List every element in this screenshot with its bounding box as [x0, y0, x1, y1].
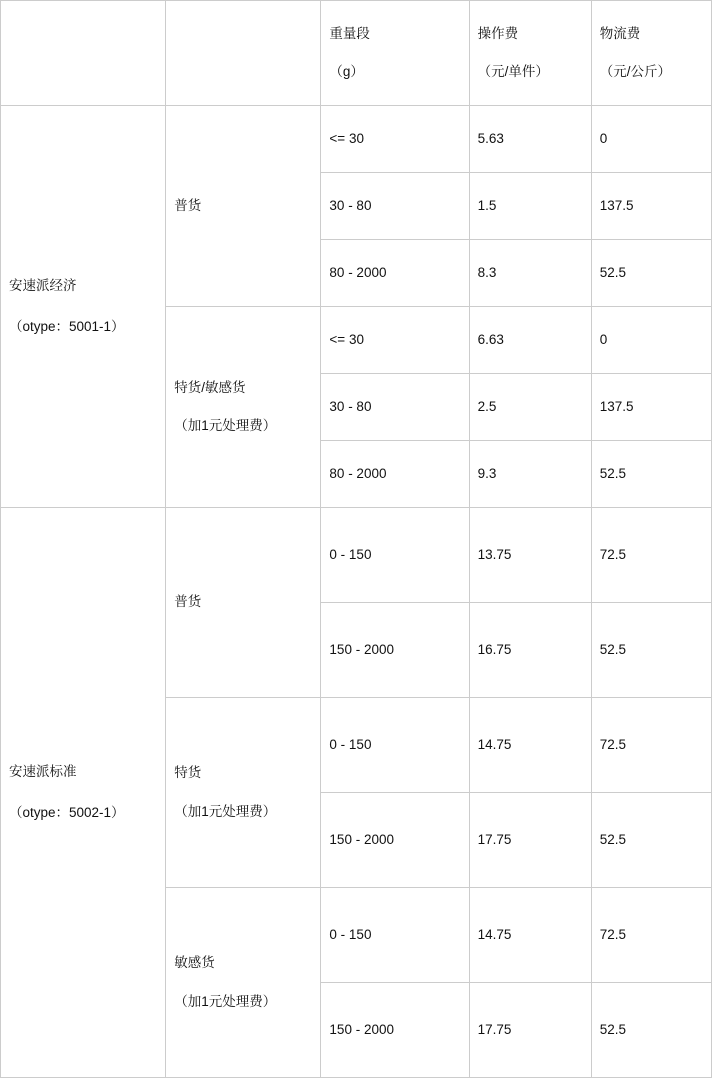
goods-cell-special-standard	[166, 698, 321, 888]
header-logistics-fee	[591, 1, 711, 106]
goods-note: （加1元处理费）	[174, 993, 277, 1009]
goods-cell-general	[166, 106, 321, 307]
header-service-blank	[1, 1, 166, 106]
logistics-fee: 137.5	[591, 173, 711, 240]
operation-fee: 14.75	[469, 698, 591, 793]
logistics-fee: 137.5	[591, 374, 711, 441]
logistics-fee: 72.5	[591, 698, 711, 793]
service-otype: （otype：5001-1）	[9, 318, 125, 334]
table-header-row	[1, 1, 712, 106]
header-weight	[321, 1, 469, 106]
weight-range: 0 - 150	[321, 508, 469, 603]
logistics-fee: 0	[591, 307, 711, 374]
operation-fee: 8.3	[469, 240, 591, 307]
logistics-fee: 0	[591, 106, 711, 173]
weight-range: 0 - 150	[321, 698, 469, 793]
service-cell-standard	[1, 508, 166, 1078]
table-row	[1, 508, 712, 603]
logistics-fee: 52.5	[591, 441, 711, 508]
weight-range: 150 - 2000	[321, 603, 469, 698]
goods-cell-general-standard	[166, 508, 321, 698]
logistics-fee: 72.5	[591, 508, 711, 603]
goods-name: 敏感货	[174, 955, 215, 971]
weight-range: 150 - 2000	[321, 983, 469, 1078]
goods-cell-sensitive-standard	[166, 888, 321, 1078]
operation-fee: 14.75	[469, 888, 591, 983]
weight-range: 150 - 2000	[321, 793, 469, 888]
goods-note: （加1元处理费）	[174, 418, 277, 433]
goods-name: 特货	[174, 765, 202, 781]
header-weight-title: 重量段	[329, 25, 370, 41]
operation-fee: 16.75	[469, 603, 591, 698]
header-operation-unit: （元/单件）	[477, 64, 549, 79]
weight-range: 30 - 80	[321, 374, 469, 441]
operation-fee: 13.75	[469, 508, 591, 603]
operation-fee: 5.63	[469, 106, 591, 173]
header-weight-unit: （g）	[329, 64, 364, 79]
logistics-fee: 52.5	[591, 603, 711, 698]
header-operation-title: 操作费	[477, 25, 519, 41]
goods-cell-special-sensitive	[166, 307, 321, 508]
service-name: 安速派经济	[9, 278, 77, 294]
goods-name: 特货/敏感货	[174, 379, 246, 395]
weight-range: <= 30	[321, 106, 469, 173]
goods-name: 普货	[174, 594, 202, 610]
header-operation-fee	[469, 1, 591, 106]
service-otype: （otype：5002-1）	[9, 804, 125, 820]
goods-name: 普货	[174, 197, 202, 213]
weight-range: 30 - 80	[321, 173, 469, 240]
logistics-fee: 52.5	[591, 240, 711, 307]
table-row	[1, 106, 712, 173]
operation-fee: 1.5	[469, 173, 591, 240]
operation-fee: 2.5	[469, 374, 591, 441]
logistics-fee: 52.5	[591, 793, 711, 888]
logistics-fee: 72.5	[591, 888, 711, 983]
header-logistics-title: 物流费	[599, 25, 641, 41]
weight-range: 80 - 2000	[321, 240, 469, 307]
service-cell-economy	[1, 106, 166, 508]
operation-fee: 17.75	[469, 983, 591, 1078]
header-logistics-unit: （元/公斤）	[599, 64, 672, 79]
logistics-fee: 52.5	[591, 983, 711, 1078]
weight-range: 0 - 150	[321, 888, 469, 983]
operation-fee: 6.63	[469, 307, 591, 374]
goods-note: （加1元处理费）	[174, 803, 277, 819]
service-name: 安速派标准	[9, 764, 77, 780]
weight-range: 80 - 2000	[321, 441, 469, 508]
operation-fee: 17.75	[469, 793, 591, 888]
operation-fee: 9.3	[469, 441, 591, 508]
header-goods-blank	[166, 1, 321, 106]
weight-range: <= 30	[321, 307, 469, 374]
